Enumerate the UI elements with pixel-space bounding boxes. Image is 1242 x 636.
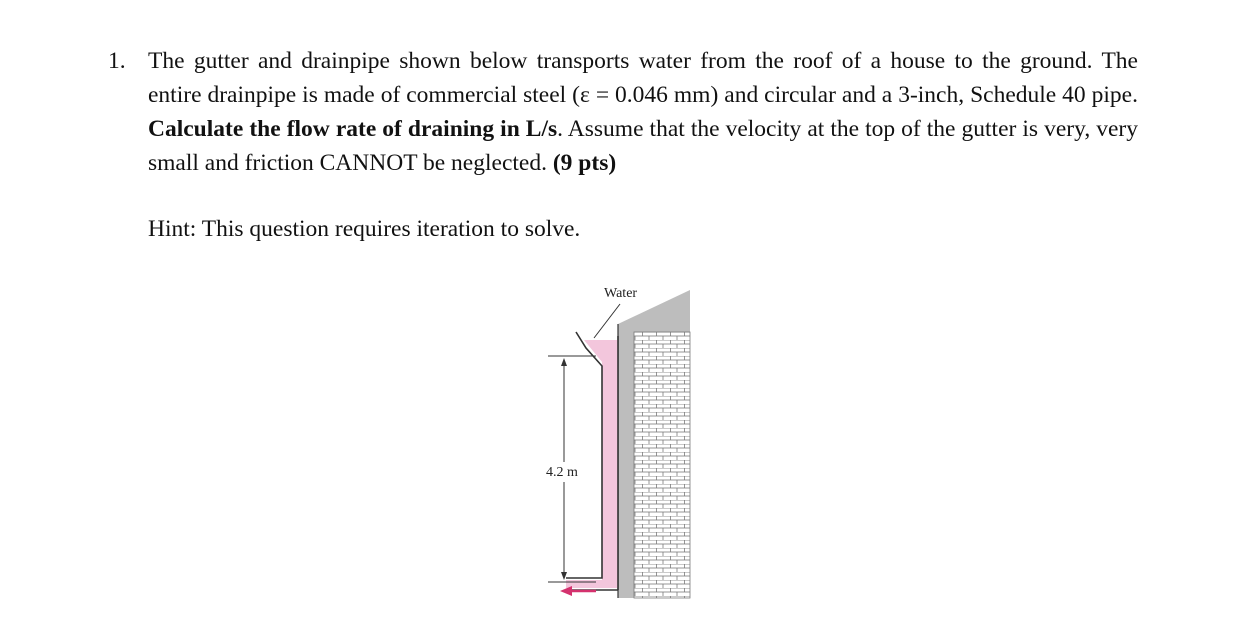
- gutter-drainpipe-figure: [530, 276, 700, 606]
- brick-wall: [634, 332, 690, 598]
- water-fill: [566, 340, 618, 588]
- problem-sentence-1: The gutter and drainpipe shown below transports water from the roof of a house to the ground. The entire drainpipe is made of commercial steel (ε = 0.046 mm) and circular and a 3-inch, Schedule 40 pipe.: [148, 48, 1138, 108]
- bold-instruction: Calculate the flow rate of draining in L/s: [148, 116, 558, 142]
- gutter-outline: [566, 332, 602, 578]
- height-label: 4.2 m: [546, 465, 578, 480]
- problem-text: [148, 44, 1138, 180]
- hint-text: Hint: This question requires iteration to solve.: [148, 216, 581, 242]
- dimension-arrow-up: [561, 358, 567, 366]
- water-label: Water: [604, 286, 638, 301]
- figure-svg: [530, 276, 700, 606]
- problem-number: 1.: [108, 48, 126, 74]
- problem-sentence-2: . Assume that the velocity at the top of the gutter is very, very small and friction CANNOT be neglected.: [148, 116, 1139, 176]
- points-label: (9 pts): [552, 150, 617, 176]
- water-leader-line: [594, 304, 620, 338]
